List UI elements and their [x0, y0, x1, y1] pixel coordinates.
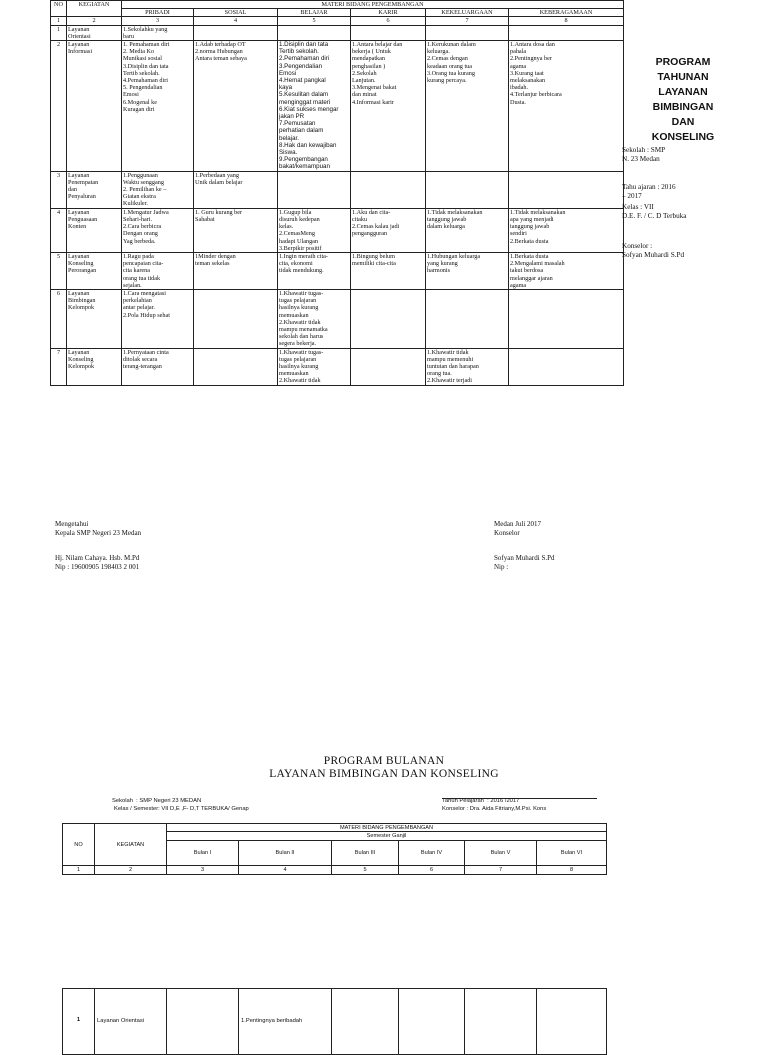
table-row: [51, 252, 624, 289]
signature-right: Medan Juli 2017 Konselor Sofyan Muhardi S.Pd Nip :: [494, 520, 555, 571]
row-cell: [351, 348, 426, 385]
program-bulanan-table: [62, 823, 607, 875]
pb-header-kegiatan: KEGIATAN: [95, 824, 167, 866]
pb-header-materi: MATERI BIDANG PENGEMBANGAN: [167, 824, 607, 832]
col-number: 7: [426, 17, 509, 25]
table-row: [51, 41, 624, 172]
row-kegiatan: Layanan Konseling Kelompok: [67, 348, 122, 385]
row-cell: [509, 289, 624, 348]
row-cell: 1.Disiplin dan tata Tertib sekolah. 2.Pemahaman diri 3.Pengendalian Emosi 4.Hemat pangkal kaya 5.Kesulitan dalam menginggat materi 6.Kiat sukses mengar jakan PR 7.Pemusatan perhatian dalam belajar. 8.Hak dan kewajiban Siswa. 9.Pengembangan bakat/kemampuan: [278, 41, 351, 172]
header-kegiatan: KEGIATAN: [67, 1, 122, 17]
row-cell: 1.Khawatir tidak mampu memenuhi tuntutan dan harapan orang tua. 2.Khawatir terjadi: [426, 348, 509, 385]
row-number: 3: [51, 171, 67, 208]
pb-month: Bulan II: [239, 841, 332, 866]
row-cell: [194, 289, 278, 348]
row-cell: 1.Ingin meraih cita- cita, ekonomi tidak mendukung.: [278, 252, 351, 289]
program-bulanan-row-table: [62, 988, 607, 1055]
header-materi: MATERI BIDANG PENGEMBANGAN: [122, 1, 624, 9]
pb-col-number: 1: [63, 866, 95, 875]
row-cell: 1Minder dengan teman sekelas: [194, 252, 278, 289]
table-row: [51, 25, 624, 40]
row-cell: [426, 289, 509, 348]
row-cell: 1.Perbedaan yang Unik dalam belajar: [194, 171, 278, 208]
pb-row-cell: 1.Pentingnya beribadah: [239, 989, 332, 1055]
side-tahun: Tahu ajaran : 2016 – 2017: [622, 183, 676, 200]
pb-col-number: 4: [239, 866, 332, 875]
row-cell: [351, 171, 426, 208]
row-cell: 1.Ragu pada pencapaian cita- cita karena orang tua tidak sejalan.: [122, 252, 194, 289]
row-number: 6: [51, 289, 67, 348]
row-cell: [194, 25, 278, 40]
pb-month: Bulan I: [167, 841, 239, 866]
pb-header-rule: [442, 798, 597, 799]
pb-col-number: 3: [167, 866, 239, 875]
pb-row-no: 1: [63, 989, 95, 1055]
row-cell: 1.Mengatur Jadwa Sehari-hari. 2.Cara berbicra Dengan orang Yag berbeda.: [122, 208, 194, 252]
row-cell: 1. Pemahaman diri 2. Media Ko Munikasi sosial 3.Disiplin dan tata Tertib sekolah. 4.Pemahaman diri 5. Pengendalian Emosi 6.Mogenal ke Kuragan diri: [122, 41, 194, 172]
pb-row-cell: [167, 989, 239, 1055]
row-kegiatan: Layanan Penempatan dan Penyaluran: [67, 171, 122, 208]
row-cell: 1.Bingung belum memiliki cita-cita: [351, 252, 426, 289]
subheader-pribadi: PRIBADI: [122, 9, 194, 17]
pb-month: Bulan V: [465, 841, 537, 866]
row-kegiatan: Layanan Bimbingan Kelompok: [67, 289, 122, 348]
row-cell: 1.Antara belajar dan bekerja ( Untuk mendapatkan penghasilan ) 2.Sekolah Lanjutan. 3.Mengenai bakat dan minat 4.Informasi karir: [351, 41, 426, 172]
subheader-sosial: SOSIAL: [194, 9, 278, 17]
pb-konselor: Konselor : Dra. Aida Fitriany,M.Psi. Kons: [442, 806, 547, 812]
row-kegiatan: Layanan Orientasi: [67, 25, 122, 40]
row-cell: [351, 25, 426, 40]
row-cell: [351, 289, 426, 348]
row-cell: 1.Tidak melaksanakan tanggung jawab dalam keluarga: [426, 208, 509, 252]
row-cell: 1. Guru kurang ber Sahabat: [194, 208, 278, 252]
side-kelas: Kelas : VII D.E. F. / C. D Terbuka: [622, 203, 687, 220]
row-cell: [509, 171, 624, 208]
pb-header-semester: Semester Ganjil: [167, 832, 607, 841]
row-number: 5: [51, 252, 67, 289]
row-cell: 1.Berkata dusta 2.Mengalami masalah takut berdosa melanggar ajaran agama: [509, 252, 624, 289]
row-cell: 1.Kerukunan dalam keluarga. 2.Cemas dengan keadaan orang tua 3.Orang tua kurang kurang percaya.: [426, 41, 509, 172]
program-tahunan-table: [50, 0, 624, 386]
pb-tahun: Tahun Pelajaran : 2016 /2017: [442, 798, 520, 804]
pb-row-cell: [332, 989, 399, 1055]
row-cell: 1.Khawatir tugas- tugas pelajaran hasilnya kurang memuaskan 2.Khawatir tidak mampu menamatka sekolah dan harus segera bekerja.: [278, 289, 351, 348]
row-cell: [509, 348, 624, 385]
row-cell: [509, 25, 624, 40]
col-number: 3: [122, 17, 194, 25]
col-number: 1: [51, 17, 67, 25]
row-cell: [194, 348, 278, 385]
col-number: 8: [509, 17, 624, 25]
row-cell: [426, 25, 509, 40]
signature-left: Mengetahui Kepala SMP Negeri 23 Medan Hj. Nilam Cahaya. Hsb. M.Pd Nip : 19600905 198403 2 001: [55, 520, 142, 571]
pb-month: Bulan VI: [537, 841, 607, 866]
pb-col-number: 7: [465, 866, 537, 875]
row-cell: 1.Aku dan cita- citaku 2.Cemas kalau jadi pengangguran: [351, 208, 426, 252]
subheader-belajar: BELAJAR: [278, 9, 351, 17]
side-title: PROGRAM TAHUNAN LAYANAN BIMBINGAN DAN KONSELING: [651, 56, 715, 143]
row-cell: 1.Antara dosa dan pahala 2.Pentingnya ber agama 3.Kurang taat melaksanakan ibadah. 4.Terlanjur berbicara Dusta.: [509, 41, 624, 172]
pb-sekolah: Sekolah : SMP Negeri 23 MEDAN: [112, 798, 202, 804]
pb-row-cell: [465, 989, 537, 1055]
row-cell: 1.Penggunaan Waktu senggang 2. Pemilihan ke – Giatan ekstra Kulikuler.: [122, 171, 194, 208]
subheader-keberagamaan: KEBERAGAMAAN: [509, 9, 624, 17]
subheader-kekeluargaan: KEKELUARGAAN: [426, 9, 509, 17]
row-kegiatan: Layanan Konseling Perorangan: [67, 252, 122, 289]
row-cell: [278, 25, 351, 40]
side-konselor: Konselor : Sofyan Muhardi S.Pd: [622, 242, 685, 259]
col-number: 2: [67, 17, 122, 25]
pb-row-cell: [399, 989, 465, 1055]
row-cell: 1.Khawatir tugas- tugas pelajaran hasilnya kurang memuaskan 2.Khawatir tidak: [278, 348, 351, 385]
row-cell: 1.Sekolahku yang baru: [122, 25, 194, 40]
pb-month: Bulan III: [332, 841, 399, 866]
row-cell: 1.Cara mengatasi perkelahian antar pelajar. 2.Pola Hidup sehat: [122, 289, 194, 348]
subheader-karir: KARIR: [351, 9, 426, 17]
row-cell: 1.Tidak melaksanakan apa yang menjadi tanggung jawab sendiri 2.Berkata dusta: [509, 208, 624, 252]
side-sekolah: Sekolah : SMP N. 23 Medan: [622, 146, 666, 163]
row-number: 1: [51, 25, 67, 40]
row-kegiatan: Layanan Penguasaan Konten: [67, 208, 122, 252]
row-cell: 1.Adab terhadap OT 2.norma Hubungan Antara teman sebaya: [194, 41, 278, 172]
col-number: 4: [194, 17, 278, 25]
pb-col-number: 6: [399, 866, 465, 875]
row-cell: [278, 171, 351, 208]
row-number: 2: [51, 41, 67, 172]
row-cell: 1.Hubungan keluarga yang kurang harmonis: [426, 252, 509, 289]
pb-row-cell: [537, 989, 607, 1055]
col-number: 5: [278, 17, 351, 25]
pb-header-no: NO: [63, 824, 95, 866]
pb-row-kegiatan: Layanan Orientasi: [95, 989, 167, 1055]
pb-kelas: Kelas / Semester: VII D,E ,F- D,T TERBUKA/ Genap: [114, 806, 249, 812]
table-row: [51, 289, 624, 348]
pb-col-number: 2: [95, 866, 167, 875]
row-kegiatan: Layanan Informasi: [67, 41, 122, 172]
col-number: 6: [351, 17, 426, 25]
row-cell: [426, 171, 509, 208]
row-cell: 1.Pernyataan cinta ditolak secara terang-terangan: [122, 348, 194, 385]
row-number: 4: [51, 208, 67, 252]
row-cell: 1.Gugup bila disuruh kedepan kelas. 2.CemasMeng hadapi Ulangan 3.Berpikir positif: [278, 208, 351, 252]
pb-col-number: 8: [537, 866, 607, 875]
table-row: [51, 208, 624, 252]
table-row: [51, 171, 624, 208]
table-row: [51, 348, 624, 385]
header-no: NO: [51, 1, 67, 17]
row-number: 7: [51, 348, 67, 385]
program-bulanan-title: PROGRAM BULANAN LAYANAN BIMBINGAN DAN KONSELING: [269, 755, 499, 780]
pb-month: Bulan IV: [399, 841, 465, 866]
pb-col-number: 5: [332, 866, 399, 875]
